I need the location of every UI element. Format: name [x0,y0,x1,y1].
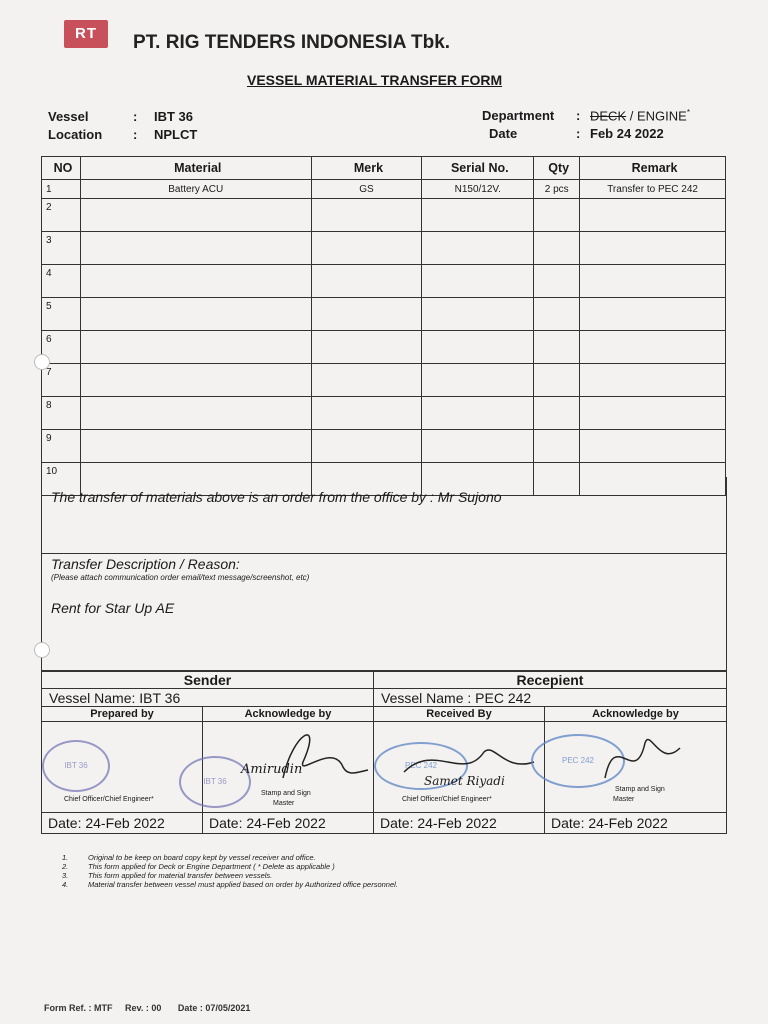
note-item: 3. This form applied for material transfer between vessels. [62,871,273,880]
signature-ack1 [263,722,373,782]
cell-no: 9 [42,430,81,463]
cell-serial [422,232,534,265]
handwritten-name-1: Amirudin [241,762,303,777]
date-2: Date: 24-Feb 2022 [209,815,326,831]
cell-serial [422,331,534,364]
col-header-qty: Qty [534,157,580,180]
cell-qty [534,232,580,265]
table-row [42,397,726,430]
cell-merk [311,430,422,463]
cell-remark [580,298,726,331]
department-value [590,108,690,123]
cell-no: 1 [42,180,81,199]
form-date: Date : 07/05/2021 [177,1003,251,1013]
form-ref: Form Ref. : MTF [44,1003,113,1013]
date-1: Date: 24-Feb 2022 [48,815,165,831]
cell-remark [580,265,726,298]
cell-merk [311,397,422,430]
cell-qty [534,430,580,463]
sender-vessel: Vessel Name: IBT 36 [49,690,181,706]
received-by-cell [373,706,545,722]
cell-material [80,364,311,397]
department-colon: : [576,108,581,123]
cell-serial [422,298,534,331]
handwritten-name-2: Samet Riyadi [424,774,505,788]
date-cell-2 [202,812,374,834]
prepared-by-cell [41,706,203,722]
cell-qty [534,298,580,331]
acknowledge-by-1-cell [202,706,374,722]
table-row [42,199,726,232]
prepared-by: Prepared by [90,708,154,720]
order-box [41,477,727,554]
cell-merk [311,364,422,397]
col-header-material: Material [80,157,311,180]
table-row [42,180,726,199]
acknowledge-by-2-cell [544,706,727,722]
cell-no: 6 [42,331,81,364]
cell-no: 4 [42,265,81,298]
material-table [41,156,726,496]
received-role: Chief Officer/Chief Engineer* [402,796,492,803]
location-label: Location [48,127,103,142]
form-title: VESSEL MATERIAL TRANSFER FORM [247,72,503,88]
sender-vessel-cell [41,688,374,707]
cell-serial [422,199,534,232]
cell-merk [311,232,422,265]
vessel-stamp-2: IBT 36 [179,756,251,808]
order-text: The transfer of materials above is an order from the office by : Mr Sujono [51,489,502,505]
table-header-row [42,157,726,180]
form-footer [44,1003,250,1013]
received-sign-cell [373,721,545,813]
cell-remark [580,232,726,265]
ack1-sign-cell [202,721,374,813]
cell-serial [422,265,534,298]
received-by: Received By [426,708,492,720]
table-row [42,265,726,298]
cell-no: 10 [42,463,81,496]
table-row [42,298,726,331]
table-row [42,364,726,397]
cell-qty: 2 pcs [534,180,580,199]
cell-qty [534,265,580,298]
cell-material [80,397,311,430]
table-row [42,232,726,265]
recipient-vessel: Vessel Name : PEC 242 [381,690,532,706]
col-header-remark: Remark [580,157,726,180]
vessel-label: Vessel [48,109,89,124]
notes-list [62,853,582,889]
cell-no: 8 [42,397,81,430]
vessel-colon: : [133,109,138,124]
cell-material [80,331,311,364]
cell-serial [422,397,534,430]
cell-no: 2 [42,199,81,232]
punch-hole-icon [34,642,50,658]
cell-no: 7 [42,364,81,397]
recipient-stamp: PEC 242 [374,742,468,790]
cell-remark: Transfer to PEC 242 [580,180,726,199]
reason-title: Transfer Description / Reason: [51,556,240,572]
cell-qty [534,364,580,397]
department-label: Department [482,108,555,123]
form-rev: Rev. : 00 [125,1003,162,1013]
note-item: 1. Original to be keep on board copy kept by vessel receiver and office. [62,853,316,862]
col-header-merk: Merk [311,157,422,180]
cell-material [80,265,311,298]
cell-remark [580,199,726,232]
cell-no: 5 [42,298,81,331]
cell-merk [311,199,422,232]
cell-remark [580,397,726,430]
cell-material [80,430,311,463]
table-row [42,430,726,463]
cell-serial: N150/12V. [422,180,534,199]
reason-hint: (Please attach communication order email/text message/screenshot, etc) [51,573,310,582]
company-logo: RT [64,20,108,48]
department-star: * [686,108,690,117]
sender-title: Sender [183,672,232,688]
note-item: 4. Material transfer between vessel must applied based on order by Authorized office personnel. [62,880,398,889]
vessel-stamp: IBT 36 [42,740,110,792]
stamp-sign-label-1: Stamp and Sign [261,790,311,797]
cell-material [80,298,311,331]
location-value: NPLCT [154,127,198,142]
department-engine: / ENGINE [629,108,687,124]
acknowledge-by-1: Acknowledge by [244,708,332,720]
col-header-serial: Serial No. [422,157,534,180]
cell-no: 3 [42,232,81,265]
vessel-value: IBT 36 [154,109,194,124]
master-label-2: Master [613,796,635,803]
reason-value: Rent for Star Up AE [51,600,175,616]
cell-qty [534,199,580,232]
recipient-stamp-2: PEC 242 [531,734,625,788]
department-deck: DECK [590,108,627,124]
master-label-1: Master [273,800,295,807]
cell-remark [580,364,726,397]
cell-remark [580,430,726,463]
cell-merk [311,331,422,364]
cell-serial [422,430,534,463]
cell-material: Battery ACU [80,180,311,199]
date-cell-1 [41,812,203,834]
cell-qty [534,331,580,364]
cell-material [80,199,311,232]
punch-hole-icon [34,354,50,370]
recipient-title: Recepient [516,672,584,688]
note-item: 2. This form applied for Deck or Engine Department ( * Delete as applicable ) [62,862,335,871]
prepared-sign-cell [41,721,203,813]
cell-merk [311,298,422,331]
stamp-sign-label-2: Stamp and Sign [615,786,665,793]
date-value: Feb 24 2022 [590,126,664,141]
cell-material [80,232,311,265]
sender-title-cell [41,670,374,689]
signature-section [41,670,727,834]
date-3: Date: 24-Feb 2022 [380,815,497,831]
cell-qty [534,397,580,430]
cell-serial [422,364,534,397]
ack2-sign-cell [544,721,727,813]
date-4: Date: 24-Feb 2022 [551,815,668,831]
recipient-title-cell [373,670,727,689]
cell-merk [311,265,422,298]
location-colon: : [133,127,138,142]
cell-merk: GS [311,180,422,199]
date-cell-4 [544,812,727,834]
date-colon: : [576,126,581,141]
acknowledge-by-2: Acknowledge by [592,708,679,720]
signature-ack2 [595,728,685,788]
prepared-role: Chief Officer/Chief Engineer* [64,796,154,803]
cell-remark [580,331,726,364]
reason-box [41,553,727,672]
table-row [42,331,726,364]
col-header-no: NO [42,157,81,180]
company-name: PT. RIG TENDERS INDONESIA Tbk. [133,32,451,53]
date-label: Date [489,126,518,141]
date-cell-3 [373,812,545,834]
recipient-vessel-cell [373,688,727,707]
